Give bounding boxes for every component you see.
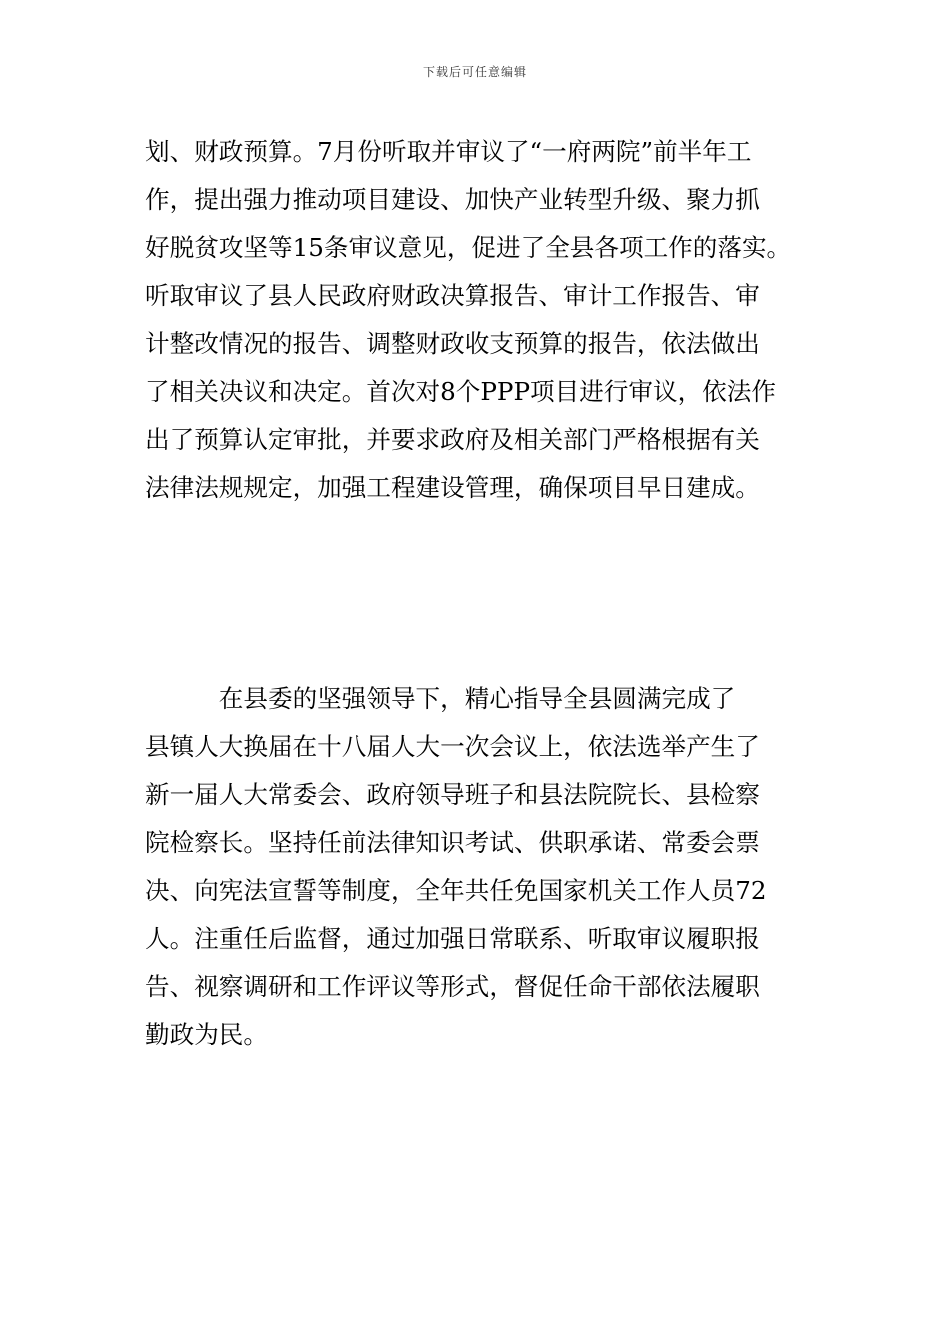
paragraph-line: 听取审议了县人民政府财政决算报告、审计工作报告、审 bbox=[145, 281, 760, 310]
paragraph-2 bbox=[145, 675, 815, 1059]
paragraph-line: 划、财政预算。7月份听取并审议了“一府两院”前半年工 bbox=[145, 137, 752, 166]
paragraph-line: 在县委的坚强领导下，精心指导全县圆满完成了 bbox=[145, 684, 736, 713]
paragraph-line: 作，提出强力推动项目建设、加快产业转型升级、聚力抓 bbox=[145, 185, 760, 214]
paragraph-line: 县镇人大换届在十八届人大一次会议上，依法选举产生了 bbox=[145, 732, 760, 761]
paragraph-line: 法律法规规定，加强工程建设管理，确保项目早日建成。 bbox=[145, 473, 760, 502]
paragraph-line: 告、视察调研和工作评议等形式，督促任命干部依法履职 bbox=[145, 972, 760, 1001]
header-note: 下载后可任意编辑 bbox=[422, 65, 527, 79]
paragraph-line: 出了预算认定审批，并要求政府及相关部门严格根据有关 bbox=[145, 425, 760, 454]
paragraph-line: 了相关决议和决定。首次对8个PPP项目进行审议，依法作 bbox=[145, 377, 776, 406]
paragraph-line: 好脱贫攻坚等15条审议意见，促进了全县各项工作的落实。 bbox=[145, 233, 792, 262]
paragraph-line: 计整改情况的报告、调整财政收支预算的报告，依法做出 bbox=[145, 329, 760, 358]
paragraph-line: 新一届人大常委会、政府领导班子和县法院院长、县检察 bbox=[145, 780, 760, 809]
paragraph-line: 勤政为民。 bbox=[145, 1020, 268, 1049]
paragraph-line: 院检察长。坚持任前法律知识考试、供职承诺、常委会票 bbox=[145, 828, 760, 857]
paragraph-1 bbox=[145, 128, 815, 512]
paragraph-line: 人。注重任后监督，通过加强日常联系、听取审议履职报 bbox=[145, 924, 760, 953]
paragraph-line: 决、向宪法宣誓等制度，全年共任免国家机关工作人员72 bbox=[145, 876, 767, 905]
